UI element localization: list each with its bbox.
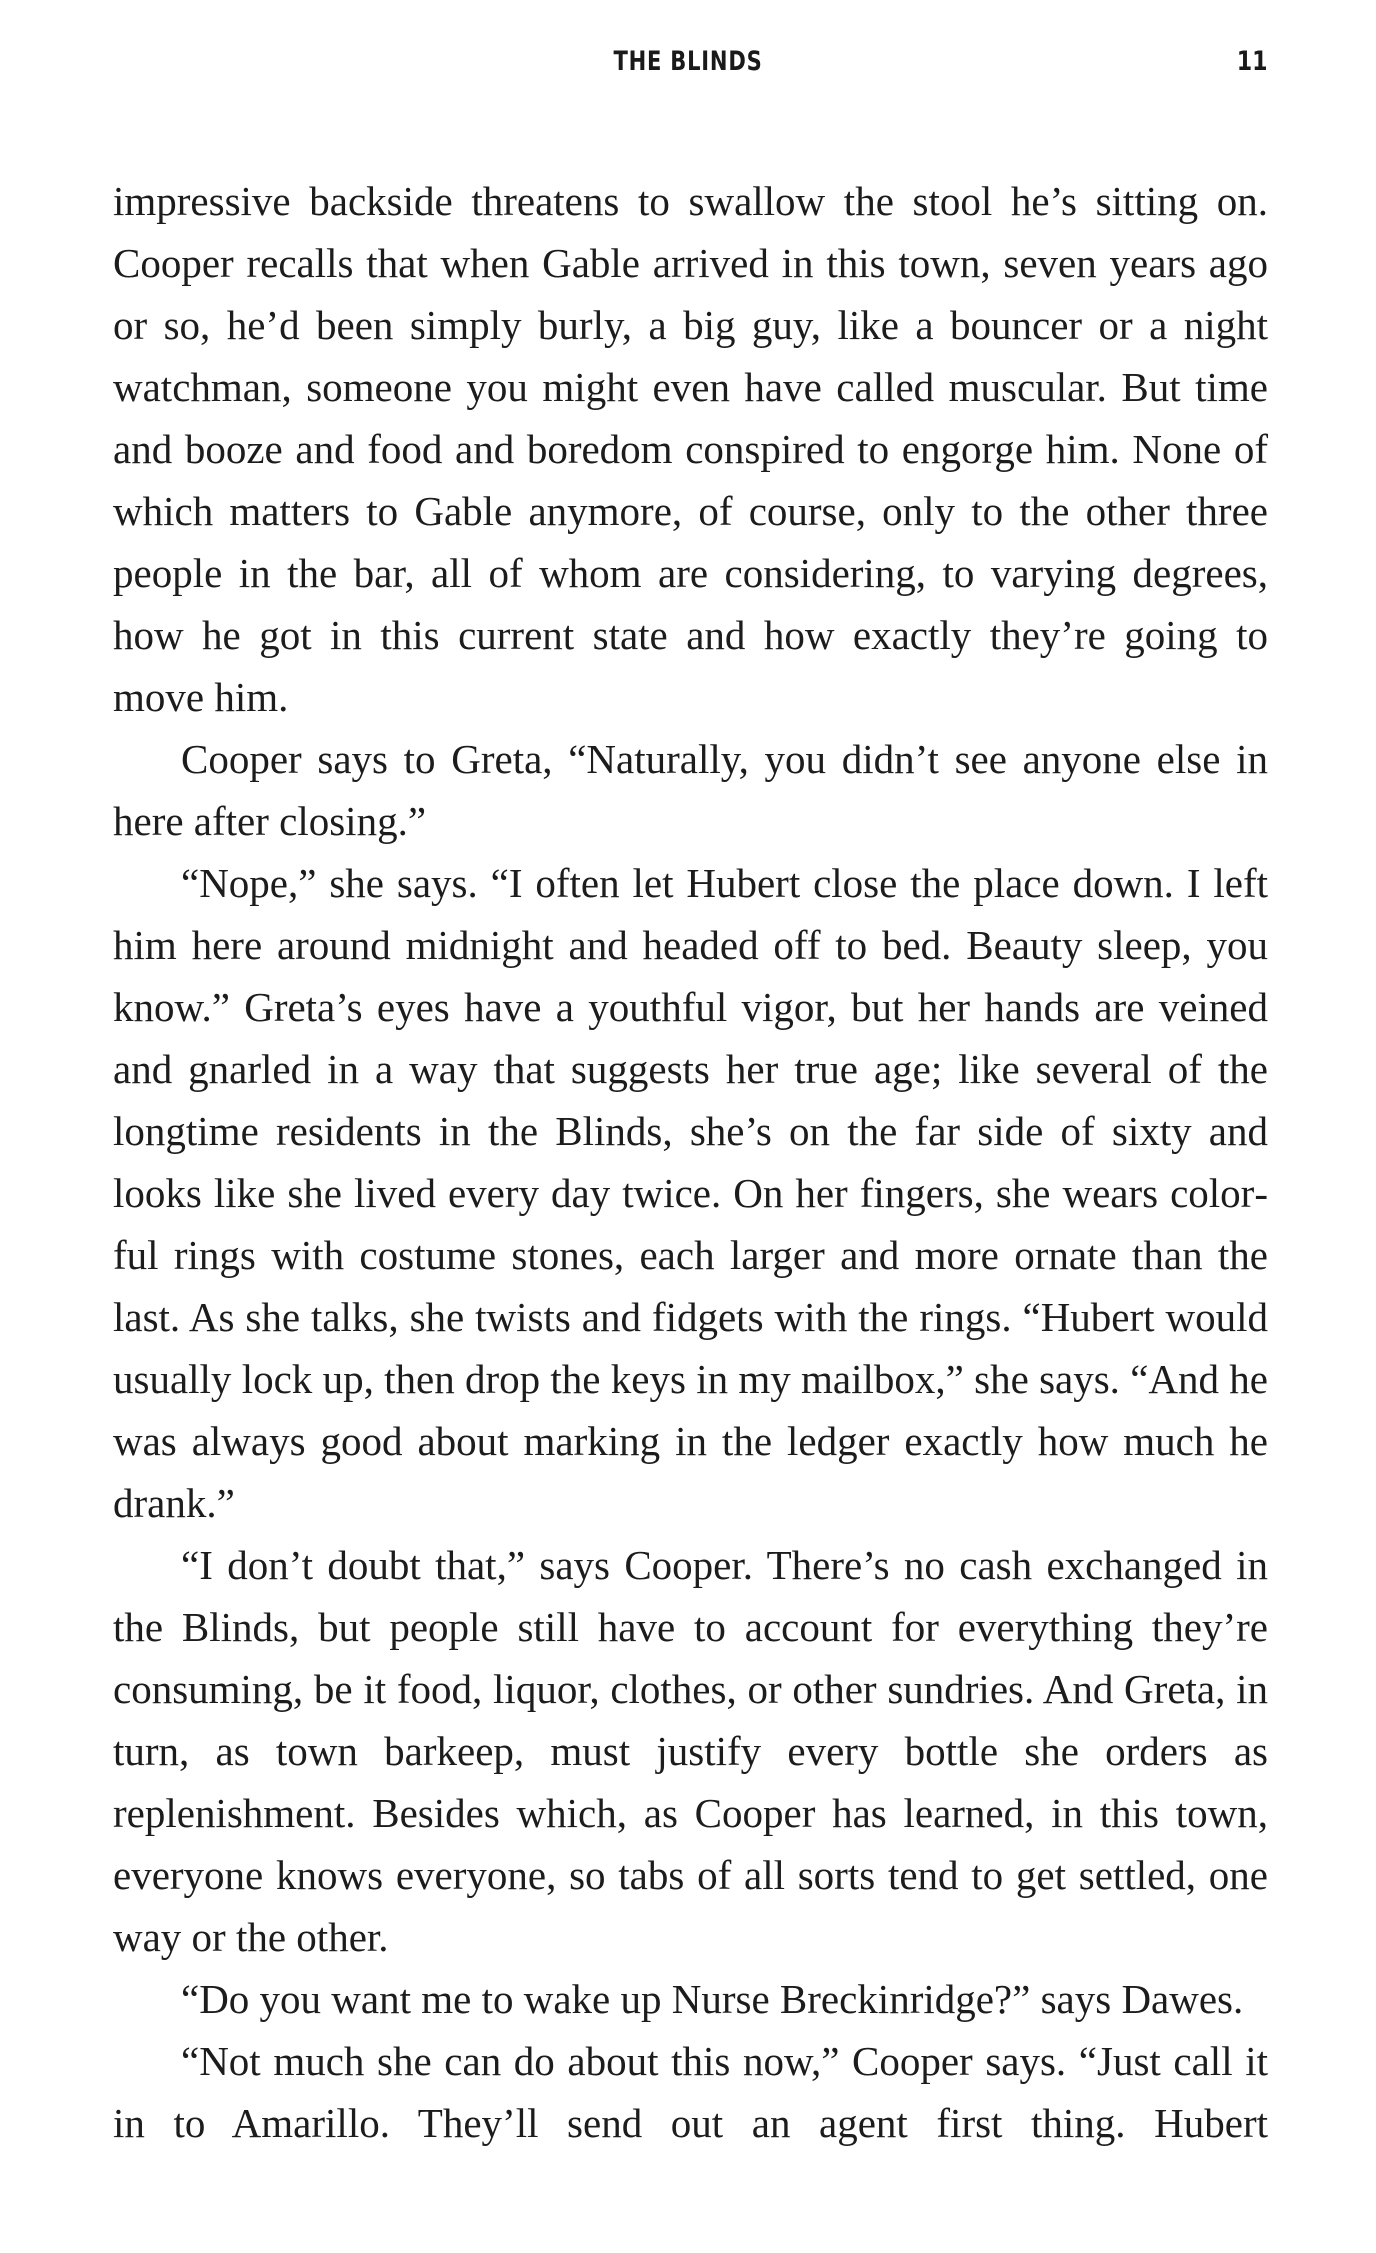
paragraph: Cooper says to Greta, “Naturally, you didn’t see anyone else in here after closing.” xyxy=(113,736,1268,844)
page-number: 11 xyxy=(1237,46,1268,77)
body-text xyxy=(113,170,1268,2154)
running-head xyxy=(0,46,1376,86)
paragraph-continues: “Not much she can do about this now,” Cooper says. “Just call it in to Amarillo. They’ll send out an agent first thing. Hubert xyxy=(113,2038,1268,2146)
paragraph-continued: impressive backside threatens to swallow the stool he’s sitting on. Cooper recalls that when Gable arrived in this town, seven years ago or so, he’d been simply burly, a big guy, like a bouncer or a night watchman, someone you might even have called muscular. But time and booze and food and boredom conspired to engorge him. None of which matters to Gable anymore, of course, only to the other three people in the bar, all of whom are considering, to varying degrees, how he got in this current state and how exactly they’re going to move him. xyxy=(113,178,1268,720)
paragraph: “Do you want me to wake up Nurse Breckinridge?” says Dawes. xyxy=(181,1976,1244,2022)
paragraph: “Nope,” she says. “I often let Hubert close the place down. I left him here around midnight and headed off to bed. Beauty sleep, you know.” Greta’s eyes have a youthful vigor, but her hands are veined and gnarled in a way that suggests her true age; like several of the longtime residents in the Blinds, she’s on the far side of sixty and looks like she lived every day twice. On her fingers, she wears colorful rings with costume stones, each larger and more ornate than the last. As she talks, she twists and fidgets with the rings. “Hubert would usually lock up, then drop the keys in my mailbox,” she says. “And he was always good about marking in the ledger exactly how much he drank.” xyxy=(113,860,1268,1526)
paragraph: “I don’t doubt that,” says Cooper. There’s no cash exchanged in the Blinds, but people still have to account for everything they’re consuming, be it food, liquor, clothes, or other sundries. And Greta, in turn, as town barkeep, must justify every bottle she orders as replenishment. Besides which, as Cooper has learned, in this town, everyone knows everyone, so tabs of all sorts tend to get settled, one way or the other. xyxy=(113,1542,1268,1960)
running-title: THE BLINDS xyxy=(613,46,763,77)
